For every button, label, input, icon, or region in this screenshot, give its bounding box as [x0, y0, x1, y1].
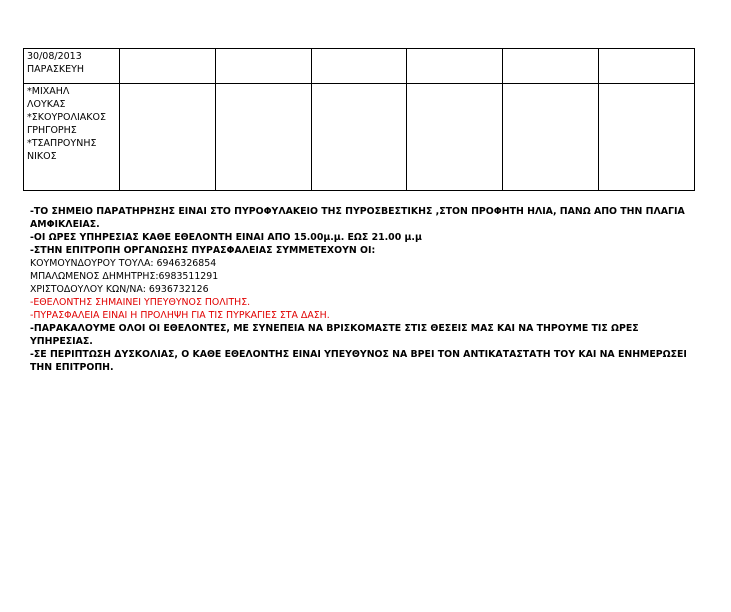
punctuality-request-cont: ΥΠΗΡΕΣΙΑΣ.: [30, 336, 93, 347]
volunteer-line: *ΤΣΑΠΡΟΥΝΗΣ: [27, 138, 97, 149]
empty-cell: [311, 84, 407, 191]
volunteer-line: *ΣΚΟΥΡΟΛΙΑΚΟΣ: [27, 112, 106, 123]
punctuality-request: -ΠΑΡΑΚΑΛΟΥΜΕ ΟΛΟΙ ΟΙ ΕΘΕΛΟΝΤΕΣ, ΜΕ ΣΥΝΕΠΕΙΑ ΝΑ ΒΡΙΣΚΟΜΑΣΤΕ ΣΤΙΣ ΘΕΣΕΙΣ ΜΑΣ ΚΑΙ ΝΑ ΤΗΡΟΥΜΕ ΤΙΣ ΩΡΕΣ: [30, 323, 639, 334]
empty-cell: [407, 84, 503, 191]
observation-point-note-cont: ΑΜΦΙΚΛΕΙΑΣ.: [30, 219, 100, 230]
empty-cell: [503, 84, 599, 191]
empty-cell: [599, 84, 695, 191]
empty-cell: [407, 49, 503, 84]
empty-cell: [120, 84, 216, 191]
empty-cell: [311, 49, 407, 84]
empty-cell: [215, 49, 311, 84]
day-text: ΠΑΡΑΣΚΕΥΗ: [27, 64, 85, 75]
empty-cell: [599, 49, 695, 84]
difficulty-note: -ΣΕ ΠΕΡΙΠΤΩΣΗ ΔΥΣΚΟΛΙΑΣ, Ο ΚΑΘΕ ΕΘΕΛΟΝΤΗΣ ΕΙΝΑΙ ΥΠΕΥΘΥΝΟΣ ΝΑ ΒΡΕΙ ΤΟΝ ΑΝΤΙΚΑΤΑΣΤΑΤΗ ΤΟΥ ΚΑΙ ΝΑ ΕΝΗΜΕΡΩΣΕΙ: [30, 349, 687, 360]
volunteer-line: *ΜΙΧΑΗΛ: [27, 86, 70, 97]
volunteer-line: ΝΙΚΟΣ: [27, 151, 57, 162]
schedule-table: [23, 48, 695, 191]
observation-point-note: -ΤΟ ΣΗΜΕΙΟ ΠΑΡΑΤΗΡΗΣΗΣ ΕΙΝΑΙ ΣΤΟ ΠΥΡΟΦΥΛΑΚΕΙΟ ΤΗΣ ΠΥΡΟΣΒΕΣΤΙΚΗΣ ,ΣΤΟΝ ΠΡΟΦΗΤΗ ΗΛΙΑ, ΠΑΝΩ ΑΠΟ ΤΗΝ ΠΛΑΓΙΑ: [30, 206, 685, 217]
empty-cell: [215, 84, 311, 191]
date-text: 30/08/2013: [27, 51, 82, 62]
committee-intro: -ΣΤΗΝ ΕΠΙΤΡΟΠΗ ΟΡΓΑΝΩΣΗΣ ΠΥΡΑΣΦΑΛΕΙΑΣ ΣΥΜΜΕΤΕΧΟΥΝ ΟΙ:: [30, 245, 376, 256]
difficulty-note-cont: ΤΗΝ ΕΠΙΤΡΟΠΗ.: [30, 362, 114, 373]
volunteer-definition-note: -ΕΘΕΛΟΝΤΗΣ ΣΗΜΑΙΝΕΙ ΥΠΕΥΘΥΝΟΣ ΠΟΛΙΤΗΣ.: [30, 297, 251, 308]
committee-member: ΜΠΑΛΩΜΕΝΟΣ ΔΗΜΗΤΡΗΣ:6983511291: [30, 271, 219, 282]
committee-member: ΚΟΥΜΟΥΝΔΟΥΡΟΥ ΤΟΥΛΑ: 6946326854: [30, 258, 217, 269]
volunteer-line: ΓΡΗΓΟΡΗΣ: [27, 125, 77, 136]
schedule-row-volunteers: [24, 84, 695, 191]
committee-member: ΧΡΙΣΤΟΔΟΥΛΟΥ ΚΩΝ/ΝΑ: 6936732126: [30, 284, 209, 295]
empty-cell: [120, 49, 216, 84]
date-cell: [24, 49, 120, 84]
schedule-row-date: [24, 49, 695, 84]
hours-note: -ΟΙ ΩΡΕΣ ΥΠΗΡΕΣΙΑΣ ΚΑΘΕ ΕΘΕΛΟΝΤΗ ΕΙΝΑΙ ΑΠΟ 15.00μ.μ. ΕΩΣ 21.00 μ.μ: [30, 232, 422, 243]
empty-cell: [503, 49, 599, 84]
volunteer-line: ΛΟΥΚΑΣ: [27, 99, 66, 110]
notes-section: [30, 205, 710, 374]
fire-safety-definition-note: -ΠΥΡΑΣΦΑΛΕΙΑ ΕΙΝΑΙ Η ΠΡΟΛΗΨΗ ΓΙΑ ΤΙΣ ΠΥΡΚΑΓΙΕΣ ΣΤΑ ΔΑΣΗ.: [30, 310, 330, 321]
volunteers-cell: [24, 84, 120, 191]
